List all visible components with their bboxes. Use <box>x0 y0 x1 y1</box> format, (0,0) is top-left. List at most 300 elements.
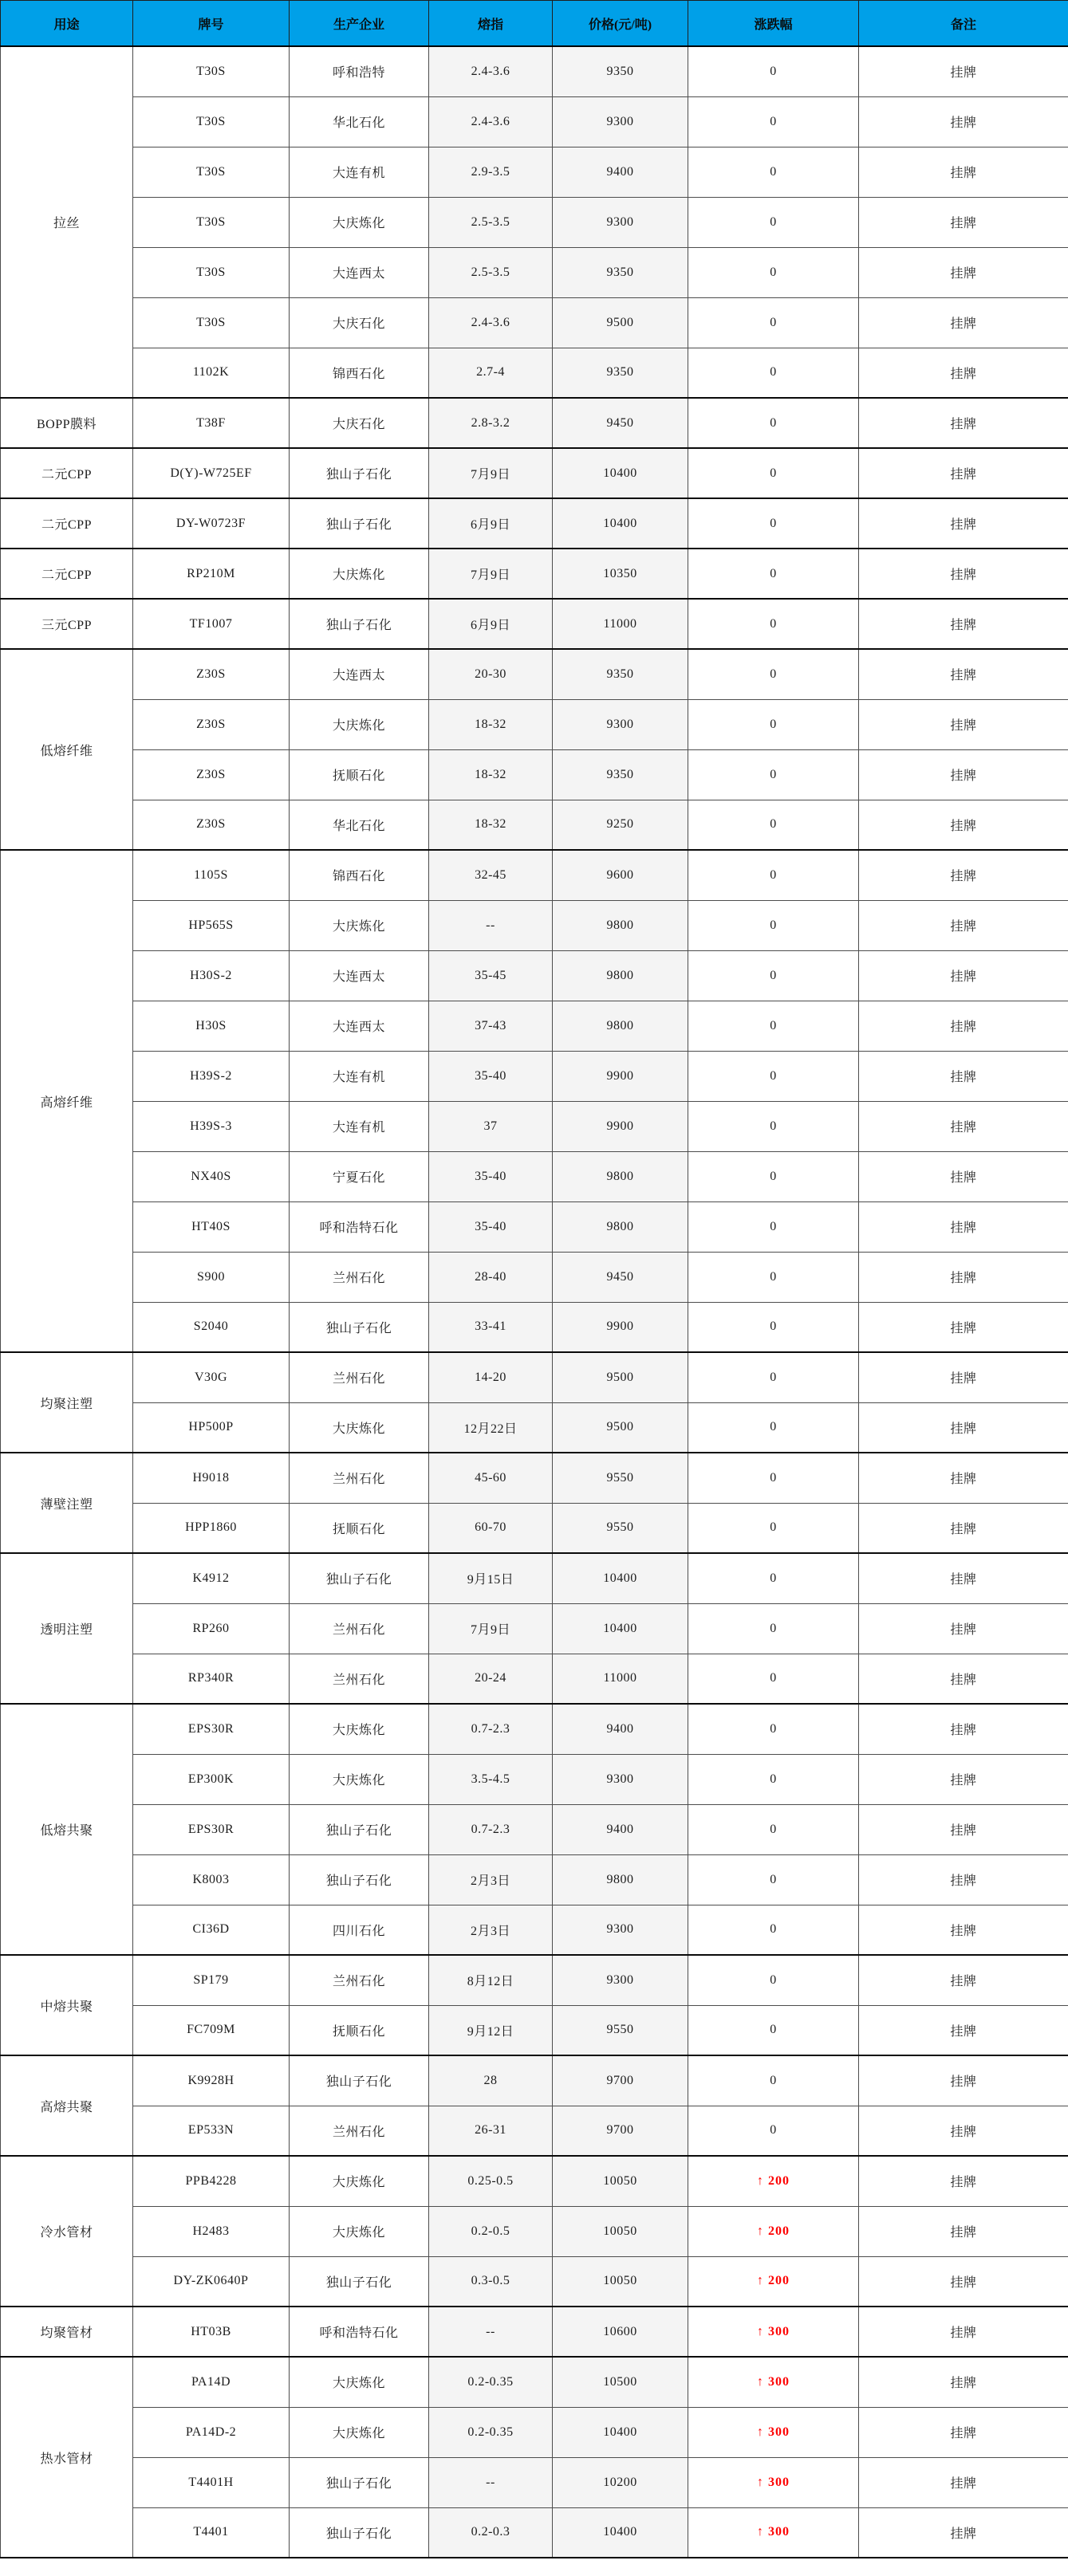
cell-producer: 兰州石化 <box>290 1955 429 2005</box>
cell-melt: 18-32 <box>429 800 553 850</box>
cell-price: 9550 <box>553 1503 688 1553</box>
cell-grade: HT40S <box>133 1201 290 1252</box>
cell-grade: H30S <box>133 1001 290 1051</box>
cell-note: 挂牌 <box>859 1553 1068 1603</box>
cell-note: 挂牌 <box>859 2307 1068 2357</box>
cell-melt: 0.7-2.3 <box>429 1704 553 1754</box>
cell-price: 9600 <box>553 850 688 900</box>
table-row <box>1 1603 1068 1654</box>
cell-grade: PA14D <box>133 2357 290 2407</box>
cell-price: 9450 <box>553 398 688 448</box>
cell-note: 挂牌 <box>859 46 1068 96</box>
cell-change: 0 <box>688 1654 859 1704</box>
cell-note: 挂牌 <box>859 297 1068 348</box>
cell-price: 9300 <box>553 96 688 147</box>
cell-producer: 独山子石化 <box>290 1553 429 1603</box>
cell-grade: RP210M <box>133 549 290 599</box>
cell-grade: HT03B <box>133 2307 290 2357</box>
cell-change: 0 <box>688 448 859 498</box>
cell-change: 0 <box>688 46 859 96</box>
cell-note: 挂牌 <box>859 96 1068 147</box>
cell-melt: 0.2-0.35 <box>429 2357 553 2407</box>
cell-change: 0 <box>688 1201 859 1252</box>
header-row <box>1 1 1068 47</box>
cell-price: 9900 <box>553 1101 688 1151</box>
cell-note: 挂牌 <box>859 2106 1068 2156</box>
cell-price: 9800 <box>553 950 688 1001</box>
cell-usage: 二元CPP <box>1 448 133 498</box>
cell-grade: EPS30R <box>133 1704 290 1754</box>
cell-producer: 呼和浩特石化 <box>290 2307 429 2357</box>
table-row <box>1 599 1068 649</box>
cell-price: 9400 <box>553 1804 688 1854</box>
table-row <box>1 1201 1068 1252</box>
table-row <box>1 2507 1068 2558</box>
cell-price: 9800 <box>553 1151 688 1201</box>
cell-usage: BOPP膜料 <box>1 398 133 448</box>
cell-melt: 2.4-3.6 <box>429 96 553 147</box>
cell-price: 11000 <box>553 1654 688 1704</box>
cell-grade: K8003 <box>133 1854 290 1905</box>
cell-melt: 2月3日 <box>429 1905 553 1955</box>
cell-note: 挂牌 <box>859 2005 1068 2055</box>
cell-producer: 抚顺石化 <box>290 2005 429 2055</box>
cell-melt: 2.5-3.5 <box>429 197 553 247</box>
cell-grade: 1105S <box>133 850 290 900</box>
cell-change: 0 <box>688 1503 859 1553</box>
cell-grade: RP340R <box>133 1654 290 1704</box>
cell-grade: HP565S <box>133 900 290 950</box>
cell-price: 9400 <box>553 1704 688 1754</box>
cell-price: 9300 <box>553 1905 688 1955</box>
cell-note: 挂牌 <box>859 2206 1068 2256</box>
cell-grade: EP533N <box>133 2106 290 2156</box>
cell-change: 0 <box>688 398 859 448</box>
cell-grade: TF1007 <box>133 599 290 649</box>
cell-price: 10400 <box>553 448 688 498</box>
cell-note: 挂牌 <box>859 348 1068 398</box>
cell-melt: 35-40 <box>429 1201 553 1252</box>
cell-usage: 低熔纤维 <box>1 649 133 850</box>
cell-grade: RP260 <box>133 1603 290 1654</box>
cell-producer: 大连有机 <box>290 147 429 197</box>
cell-change: 0 <box>688 1603 859 1654</box>
cell-usage: 薄壁注塑 <box>1 1453 133 1553</box>
cell-grade: DY-W0723F <box>133 498 290 549</box>
cell-change: 0 <box>688 950 859 1001</box>
cell-note: 挂牌 <box>859 900 1068 950</box>
cell-price: 9250 <box>553 800 688 850</box>
cell-usage: 二元CPP <box>1 549 133 599</box>
table-row <box>1 247 1068 297</box>
cell-note: 挂牌 <box>859 1252 1068 1302</box>
cell-producer: 大连有机 <box>290 1101 429 1151</box>
cell-note: 挂牌 <box>859 2256 1068 2307</box>
cell-usage: 均聚管材 <box>1 2307 133 2357</box>
cell-note: 挂牌 <box>859 1905 1068 1955</box>
cell-grade: NX40S <box>133 1151 290 1201</box>
table-row <box>1 749 1068 800</box>
table-row <box>1 1704 1068 1754</box>
cell-grade: D(Y)-W725EF <box>133 448 290 498</box>
cell-change: 0 <box>688 197 859 247</box>
table-row <box>1 1051 1068 1101</box>
cell-price: 9800 <box>553 1201 688 1252</box>
cell-price: 11000 <box>553 599 688 649</box>
table-row <box>1 1503 1068 1553</box>
cell-grade: Z30S <box>133 699 290 749</box>
cell-change: 0 <box>688 1402 859 1453</box>
cell-change: ↑ 300 <box>688 2357 859 2407</box>
cell-change: ↑ 200 <box>688 2256 859 2307</box>
cell-note: 挂牌 <box>859 2156 1068 2206</box>
cell-usage: 拉丝 <box>1 46 133 398</box>
cell-melt: 33-41 <box>429 1302 553 1352</box>
cell-grade: H9018 <box>133 1453 290 1503</box>
cell-producer: 兰州石化 <box>290 1453 429 1503</box>
cell-melt: 26-31 <box>429 2106 553 2156</box>
cell-producer: 宁夏石化 <box>290 1151 429 1201</box>
cell-producer: 独山子石化 <box>290 599 429 649</box>
cell-producer: 兰州石化 <box>290 2106 429 2156</box>
cell-melt: 28-40 <box>429 1252 553 1302</box>
cell-grade: V30G <box>133 1352 290 1402</box>
table-row <box>1 549 1068 599</box>
cell-grade: T30S <box>133 297 290 348</box>
cell-grade: DY-ZK0640P <box>133 2256 290 2307</box>
cell-note: 挂牌 <box>859 1603 1068 1654</box>
cell-change: 0 <box>688 1352 859 1402</box>
cell-price: 9500 <box>553 297 688 348</box>
cell-note: 挂牌 <box>859 1151 1068 1201</box>
cell-producer: 大庆炼化 <box>290 900 429 950</box>
cell-melt: 0.3-0.5 <box>429 2256 553 2307</box>
table-row <box>1 649 1068 699</box>
cell-note: 挂牌 <box>859 1453 1068 1503</box>
cell-melt: 9月12日 <box>429 2005 553 2055</box>
cell-price: 9550 <box>553 2005 688 2055</box>
col-header-price: 价格(元/吨) <box>553 1 688 47</box>
cell-producer: 大庆炼化 <box>290 197 429 247</box>
cell-grade: T30S <box>133 197 290 247</box>
cell-note: 挂牌 <box>859 247 1068 297</box>
cell-producer: 独山子石化 <box>290 2457 429 2507</box>
cell-melt: 2.9-3.5 <box>429 147 553 197</box>
cell-producer: 兰州石化 <box>290 1252 429 1302</box>
cell-price: 10050 <box>553 2206 688 2256</box>
cell-melt: 7月9日 <box>429 1603 553 1654</box>
cell-price: 9700 <box>553 2106 688 2156</box>
cell-price: 10400 <box>553 498 688 549</box>
cell-change: 0 <box>688 247 859 297</box>
cell-note: 挂牌 <box>859 1754 1068 1804</box>
cell-change: 0 <box>688 599 859 649</box>
cell-change: 0 <box>688 699 859 749</box>
cell-producer: 大连西太 <box>290 1001 429 1051</box>
cell-melt: 0.7-2.3 <box>429 1804 553 1854</box>
cell-producer: 呼和浩特石化 <box>290 1201 429 1252</box>
cell-price: 9900 <box>553 1051 688 1101</box>
col-header-producer: 生产企业 <box>290 1 429 47</box>
cell-change: ↑ 300 <box>688 2507 859 2558</box>
cell-melt: -- <box>429 900 553 950</box>
cell-melt: 2.4-3.6 <box>429 46 553 96</box>
table-row <box>1 448 1068 498</box>
cell-producer: 大庆石化 <box>290 297 429 348</box>
cell-grade: T30S <box>133 96 290 147</box>
cell-usage: 三元CPP <box>1 599 133 649</box>
cell-grade: T38F <box>133 398 290 448</box>
cell-usage: 中熔共聚 <box>1 1955 133 2055</box>
table-row <box>1 1654 1068 1704</box>
cell-change: 0 <box>688 2106 859 2156</box>
cell-grade: PPB4228 <box>133 2156 290 2206</box>
cell-change: 0 <box>688 1051 859 1101</box>
cell-note: 挂牌 <box>859 1201 1068 1252</box>
cell-price: 10600 <box>553 2307 688 2357</box>
cell-melt: 37-43 <box>429 1001 553 1051</box>
cell-note: 挂牌 <box>859 599 1068 649</box>
cell-price: 9800 <box>553 1854 688 1905</box>
table-header <box>1 1 1068 47</box>
cell-producer: 大连西太 <box>290 649 429 699</box>
cell-usage: 均聚注塑 <box>1 1352 133 1453</box>
table-row <box>1 1352 1068 1402</box>
cell-melt: 32-45 <box>429 850 553 900</box>
cell-melt: 6月9日 <box>429 599 553 649</box>
cell-grade: EP300K <box>133 1754 290 1804</box>
cell-melt: 12月22日 <box>429 1402 553 1453</box>
cell-melt: 2.4-3.6 <box>429 297 553 348</box>
cell-grade: EPS30R <box>133 1804 290 1854</box>
cell-melt: 35-40 <box>429 1151 553 1201</box>
cell-change: 0 <box>688 1151 859 1201</box>
table-row <box>1 1302 1068 1352</box>
cell-grade: CI36D <box>133 1905 290 1955</box>
cell-note: 挂牌 <box>859 1051 1068 1101</box>
cell-price: 10050 <box>553 2156 688 2206</box>
cell-usage: 高熔共聚 <box>1 2055 133 2156</box>
cell-melt: 7月9日 <box>429 549 553 599</box>
table-row <box>1 950 1068 1001</box>
cell-price: 9350 <box>553 749 688 800</box>
table-row <box>1 1001 1068 1051</box>
cell-grade: HP500P <box>133 1402 290 1453</box>
cell-melt: 35-40 <box>429 1051 553 1101</box>
cell-note: 挂牌 <box>859 498 1068 549</box>
table-row <box>1 1252 1068 1302</box>
cell-grade: K9928H <box>133 2055 290 2106</box>
cell-producer: 锦西石化 <box>290 348 429 398</box>
cell-note: 挂牌 <box>859 147 1068 197</box>
cell-note: 挂牌 <box>859 2407 1068 2457</box>
cell-note: 挂牌 <box>859 1854 1068 1905</box>
cell-change: 0 <box>688 1905 859 1955</box>
cell-price: 9900 <box>553 1302 688 1352</box>
cell-grade: Z30S <box>133 800 290 850</box>
cell-grade: K4912 <box>133 1553 290 1603</box>
table-row <box>1 1101 1068 1151</box>
table-row <box>1 1553 1068 1603</box>
table-row <box>1 699 1068 749</box>
cell-grade: FC709M <box>133 2005 290 2055</box>
cell-usage: 冷水管材 <box>1 2156 133 2307</box>
cell-melt: 0.25-0.5 <box>429 2156 553 2206</box>
cell-melt: 20-30 <box>429 649 553 699</box>
table-row <box>1 1955 1068 2005</box>
cell-melt: 3.5-4.5 <box>429 1754 553 1804</box>
cell-producer: 独山子石化 <box>290 1804 429 1854</box>
table-row <box>1 2156 1068 2206</box>
col-header-usage: 用途 <box>1 1 133 47</box>
cell-note: 挂牌 <box>859 1503 1068 1553</box>
cell-producer: 抚顺石化 <box>290 749 429 800</box>
cell-melt: 2月3日 <box>429 1854 553 1905</box>
cell-change: 0 <box>688 1804 859 1854</box>
table-row <box>1 2457 1068 2507</box>
cell-note: 挂牌 <box>859 850 1068 900</box>
cell-melt: 20-24 <box>429 1654 553 1704</box>
cell-producer: 大庆炼化 <box>290 1402 429 1453</box>
table-row <box>1 147 1068 197</box>
cell-grade: T30S <box>133 46 290 96</box>
cell-note: 挂牌 <box>859 1955 1068 2005</box>
cell-melt: 18-32 <box>429 749 553 800</box>
table-row <box>1 1804 1068 1854</box>
cell-grade: S900 <box>133 1252 290 1302</box>
cell-grade: H2483 <box>133 2206 290 2256</box>
cell-change: 0 <box>688 800 859 850</box>
cell-producer: 独山子石化 <box>290 1302 429 1352</box>
cell-producer: 大连西太 <box>290 247 429 297</box>
cell-melt: 8月12日 <box>429 1955 553 2005</box>
col-header-melt: 熔指 <box>429 1 553 47</box>
cell-change: 0 <box>688 498 859 549</box>
cell-note: 挂牌 <box>859 2357 1068 2407</box>
col-header-note: 备注 <box>859 1 1068 47</box>
cell-change: 0 <box>688 147 859 197</box>
cell-change: 0 <box>688 749 859 800</box>
cell-change: 0 <box>688 1101 859 1151</box>
cell-note: 挂牌 <box>859 1302 1068 1352</box>
cell-note: 挂牌 <box>859 2457 1068 2507</box>
cell-melt: 6月9日 <box>429 498 553 549</box>
cell-producer: 兰州石化 <box>290 1654 429 1704</box>
cell-grade: SP179 <box>133 1955 290 2005</box>
cell-usage: 热水管材 <box>1 2357 133 2558</box>
cell-producer: 兰州石化 <box>290 1603 429 1654</box>
table-row <box>1 1905 1068 1955</box>
cell-change: 0 <box>688 1453 859 1503</box>
col-header-change: 涨跌幅 <box>688 1 859 47</box>
table-row <box>1 2307 1068 2357</box>
cell-usage: 高熔纤维 <box>1 850 133 1352</box>
cell-grade: S2040 <box>133 1302 290 1352</box>
table-row <box>1 2357 1068 2407</box>
cell-producer: 抚顺石化 <box>290 1503 429 1553</box>
cell-change: 0 <box>688 1754 859 1804</box>
cell-melt: 9月15日 <box>429 1553 553 1603</box>
cell-change: 0 <box>688 2055 859 2106</box>
cell-change: 0 <box>688 850 859 900</box>
cell-price: 9350 <box>553 649 688 699</box>
cell-producer: 大庆炼化 <box>290 2357 429 2407</box>
cell-grade: HPP1860 <box>133 1503 290 1553</box>
cell-price: 9800 <box>553 900 688 950</box>
cell-change: ↑ 200 <box>688 2156 859 2206</box>
cell-producer: 兰州石化 <box>290 1352 429 1402</box>
cell-change: 0 <box>688 1001 859 1051</box>
cell-price: 9500 <box>553 1402 688 1453</box>
price-table-body <box>1 46 1068 2558</box>
cell-producer: 四川石化 <box>290 1905 429 1955</box>
cell-grade: H39S-3 <box>133 1101 290 1151</box>
cell-grade: PA14D-2 <box>133 2407 290 2457</box>
cell-producer: 大连有机 <box>290 1051 429 1101</box>
cell-producer: 大庆炼化 <box>290 2206 429 2256</box>
cell-note: 挂牌 <box>859 649 1068 699</box>
table-row <box>1 900 1068 950</box>
cell-note: 挂牌 <box>859 398 1068 448</box>
cell-grade: Z30S <box>133 749 290 800</box>
cell-note: 挂牌 <box>859 1804 1068 1854</box>
cell-producer: 独山子石化 <box>290 2507 429 2558</box>
cell-producer: 大庆石化 <box>290 398 429 448</box>
cell-usage: 低熔共聚 <box>1 1704 133 1955</box>
cell-producer: 锦西石化 <box>290 850 429 900</box>
col-header-grade: 牌号 <box>133 1 290 47</box>
cell-producer: 华北石化 <box>290 800 429 850</box>
table-row <box>1 1854 1068 1905</box>
cell-melt: 18-32 <box>429 699 553 749</box>
cell-change: 0 <box>688 649 859 699</box>
table-row <box>1 498 1068 549</box>
cell-melt: -- <box>429 2457 553 2507</box>
cell-price: 10350 <box>553 549 688 599</box>
cell-melt: 45-60 <box>429 1453 553 1503</box>
cell-change: 0 <box>688 1302 859 1352</box>
cell-price: 9550 <box>553 1453 688 1503</box>
table-row <box>1 2005 1068 2055</box>
cell-melt: 0.2-0.35 <box>429 2407 553 2457</box>
cell-melt: 7月9日 <box>429 448 553 498</box>
cell-price: 9300 <box>553 197 688 247</box>
cell-melt: 60-70 <box>429 1503 553 1553</box>
cell-producer: 独山子石化 <box>290 2055 429 2106</box>
cell-note: 挂牌 <box>859 197 1068 247</box>
cell-price: 9450 <box>553 1252 688 1302</box>
table-row <box>1 2055 1068 2106</box>
cell-melt: 0.2-0.5 <box>429 2206 553 2256</box>
cell-note: 挂牌 <box>859 549 1068 599</box>
cell-change: 0 <box>688 348 859 398</box>
cell-note: 挂牌 <box>859 1402 1068 1453</box>
cell-price: 9700 <box>553 2055 688 2106</box>
cell-change: 0 <box>688 1252 859 1302</box>
cell-price: 10400 <box>553 1603 688 1654</box>
cell-price: 9350 <box>553 348 688 398</box>
cell-grade: T4401 <box>133 2507 290 2558</box>
table-row <box>1 348 1068 398</box>
cell-note: 挂牌 <box>859 1704 1068 1754</box>
cell-price: 10400 <box>553 2407 688 2457</box>
cell-melt: 28 <box>429 2055 553 2106</box>
cell-melt: 2.8-3.2 <box>429 398 553 448</box>
cell-producer: 华北石化 <box>290 96 429 147</box>
cell-change: 0 <box>688 297 859 348</box>
cell-note: 挂牌 <box>859 749 1068 800</box>
cell-melt: 35-45 <box>429 950 553 1001</box>
